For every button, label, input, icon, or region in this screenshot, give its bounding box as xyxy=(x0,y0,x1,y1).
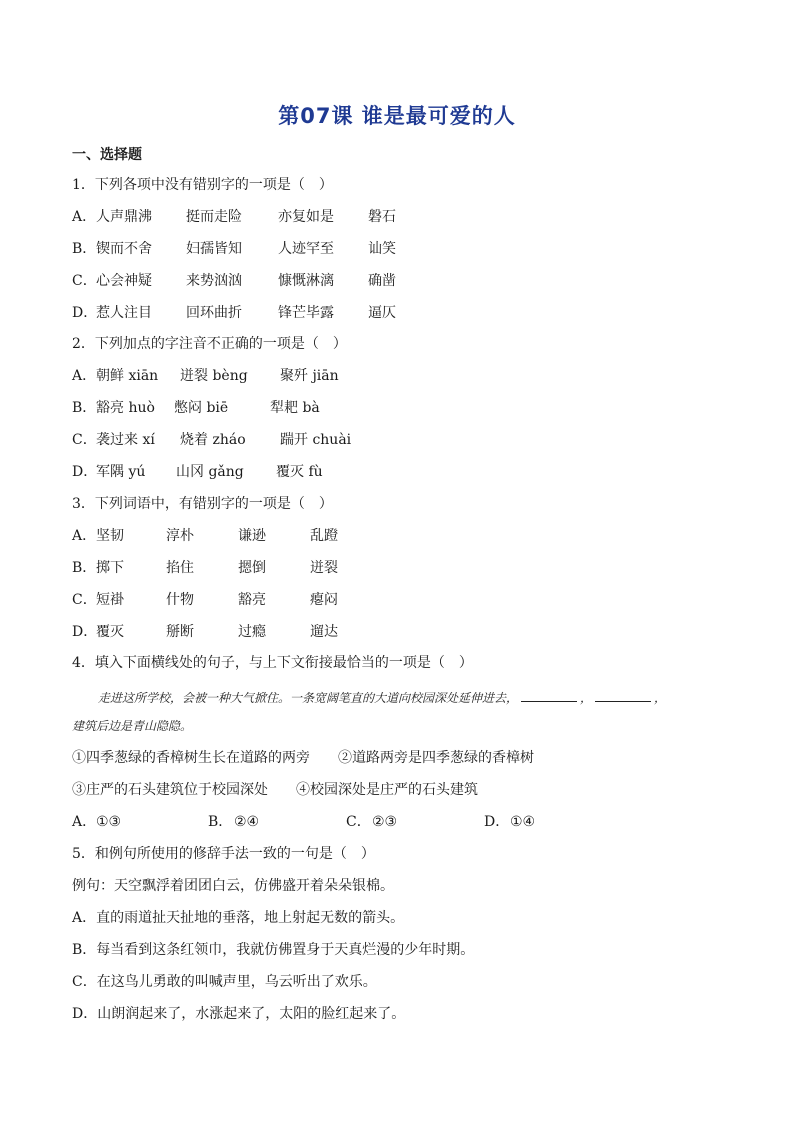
option-label: D． xyxy=(72,624,98,640)
option-word: 军隅 yú xyxy=(96,464,146,480)
fill-blank xyxy=(521,689,577,702)
answer-value: ②③ xyxy=(372,814,398,830)
question-4-choice-1: ①四季葱绿的香樟树生长在道路的两旁 xyxy=(72,750,310,766)
option-word: 迸裂 xyxy=(310,560,338,576)
question-5-option-a: A．直的雨道扯天扯地的垂落，地上射起无数的箭头。 xyxy=(72,910,405,926)
answer-value: ①③ xyxy=(96,814,122,830)
question-4-stem: 4．填入下面横线处的句子，与上下文衔接最恰当的一项是（ ） xyxy=(72,655,473,671)
question-4-choice-4: ④校园深处是庄严的石头建筑 xyxy=(296,782,478,798)
question-4-passage: 走进这所学校，会被一种大气掀住。一条宽阔笔直的大道向校园深处延伸进去， ， ， xyxy=(98,691,667,705)
question-3-stem: 3．下列词语中，有错别字的一项是（ ） xyxy=(72,496,333,512)
answer-label: B． xyxy=(208,814,233,830)
option-label: D． xyxy=(72,464,98,480)
option-word: 迸裂 bèng xyxy=(180,368,248,384)
question-1-stem: 1．下列各项中没有错别字的一项是（ ） xyxy=(72,177,333,193)
option-label: B． xyxy=(72,241,97,257)
question-4-choice-3: ③庄严的石头建筑位于校园深处 xyxy=(72,782,268,798)
option-word: 豁亮 xyxy=(238,592,266,608)
question-4-choice-2: ②道路两旁是四季葱绿的香樟树 xyxy=(338,750,534,766)
option-word: 犁耙 bà xyxy=(270,400,320,416)
question-5-option-c: C．在这鸟儿勇敢的叫喊声里，乌云听出了欢乐。 xyxy=(72,974,377,990)
option-word: 憋闷 biē xyxy=(174,400,229,416)
option-word: 惹人注目 xyxy=(96,305,152,321)
option-word: 回环曲折 xyxy=(186,305,242,321)
answer-label: D． xyxy=(484,814,510,830)
option-word: 坚韧 xyxy=(96,528,124,544)
option-word: 山冈 gǎng xyxy=(176,464,244,480)
option-word: 讪笑 xyxy=(368,241,396,257)
question-5-stem: 5．和例句所使用的修辞手法一致的一句是（ ） xyxy=(72,846,375,862)
option-word: 掰断 xyxy=(166,624,194,640)
question-4-passage-end: 建筑后边是青山隐隐。 xyxy=(72,719,193,733)
option-word: 确凿 xyxy=(368,273,396,289)
question-5-option-d: D．山朗润起来了，水涨起来了，太阳的脸红起来了。 xyxy=(72,1006,406,1022)
option-word: 掐住 xyxy=(166,560,194,576)
answer-label: A． xyxy=(72,814,97,830)
option-label: A． xyxy=(72,368,97,384)
option-label: A． xyxy=(72,209,97,225)
option-word: 烧着 zháo xyxy=(180,432,246,448)
option-word: 聚歼 jiān xyxy=(280,368,339,384)
option-label: D． xyxy=(72,305,98,321)
option-word: 人迹罕至 xyxy=(278,241,334,257)
option-word: 亦复如是 xyxy=(278,209,334,225)
option-word: 朝鲜 xiān xyxy=(96,368,159,384)
question-5-example: 例句：天空飘浮着团团白云，仿佛盛开着朵朵银棉。 xyxy=(72,878,394,894)
option-word: 遛达 xyxy=(310,624,338,640)
option-label: C． xyxy=(72,592,97,608)
option-word: 心会神疑 xyxy=(96,273,152,289)
option-word: 挺而走险 xyxy=(186,209,242,225)
option-word: 豁亮 huò xyxy=(96,400,155,416)
option-label: C． xyxy=(72,432,97,448)
option-word: 来势汹汹 xyxy=(186,273,242,289)
passage-text: 走进这所学校，会被一种大气掀住。一条宽阔笔直的大道向校园深处延伸进去， xyxy=(98,691,519,705)
answer-value: ②④ xyxy=(234,814,260,830)
option-word: 淳朴 xyxy=(166,528,194,544)
fill-blank xyxy=(595,689,651,702)
question-2-stem: 2．下列加点的字注音不正确的一项是（ ） xyxy=(72,336,347,352)
option-label: B． xyxy=(72,560,97,576)
option-word: 乱蹬 xyxy=(310,528,338,544)
option-word: 锲而不舍 xyxy=(96,241,152,257)
option-word: 踹开 chuài xyxy=(280,432,352,448)
answer-label: C． xyxy=(346,814,371,830)
section-heading: 一、选择题 xyxy=(72,147,142,163)
option-word: 逼仄 xyxy=(368,305,396,321)
option-word: 覆灭 fù xyxy=(276,464,323,480)
option-word: 妇孺皆知 xyxy=(186,241,242,257)
option-word: 人声鼎沸 xyxy=(96,209,152,225)
option-word: 袭过来 xí xyxy=(96,432,155,448)
option-label: A． xyxy=(72,528,97,544)
option-label: C． xyxy=(72,273,97,289)
option-word: 磐石 xyxy=(368,209,396,225)
option-word: 瘪闷 xyxy=(310,592,338,608)
question-5-option-b: B．每当看到这条红领巾，我就仿佛置身于天真烂漫的少年时期。 xyxy=(72,942,475,958)
option-word: 覆灭 xyxy=(96,624,124,640)
option-label: B． xyxy=(72,400,97,416)
option-word: 什物 xyxy=(166,592,194,608)
option-word: 锋芒毕露 xyxy=(278,305,334,321)
option-word: 摁倒 xyxy=(238,560,266,576)
option-word: 过瘾 xyxy=(238,624,266,640)
option-word: 慷慨淋漓 xyxy=(278,273,334,289)
option-word: 短褂 xyxy=(96,592,124,608)
answer-value: ①④ xyxy=(510,814,536,830)
option-word: 掷下 xyxy=(96,560,124,576)
option-word: 谦逊 xyxy=(238,528,266,544)
page-title: 第07课 谁是最可爱的人 xyxy=(278,104,516,128)
